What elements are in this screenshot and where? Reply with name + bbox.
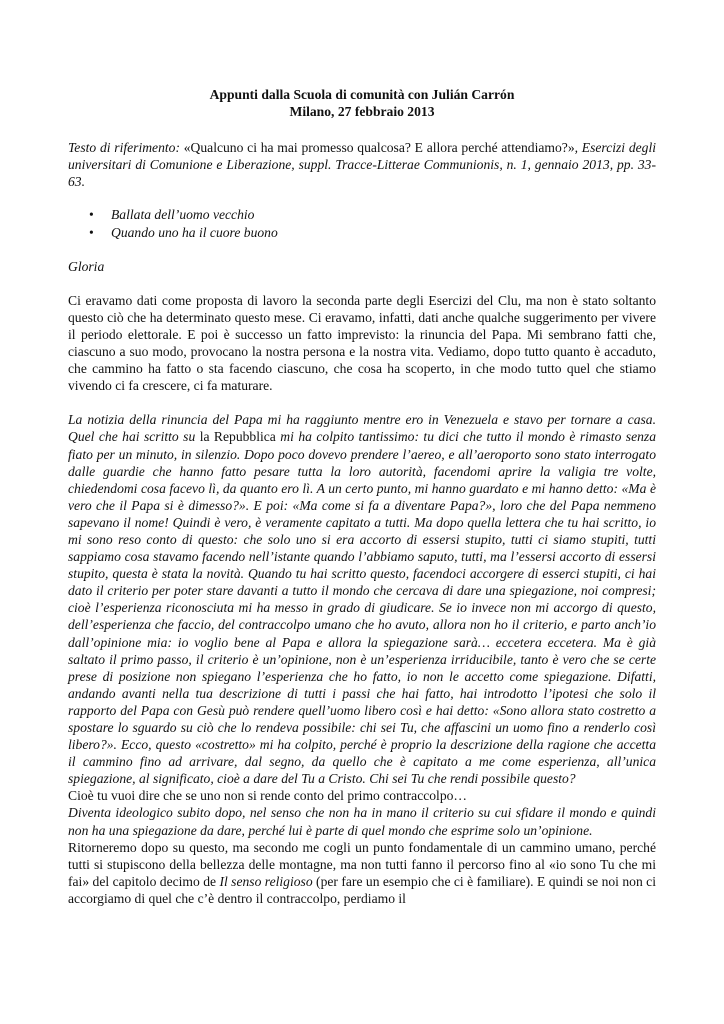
song-item xyxy=(68,206,656,223)
reference-quote: «Qualcuno ci ha mai promesso qualcosa? E allora perché attendiamo?» xyxy=(180,140,575,156)
newspaper-name: la Repubblica xyxy=(199,429,276,445)
reply-paragraph-1: Cioè tu vuoi dire che se uno non si rende conto del primo contraccolpo… xyxy=(68,788,468,804)
reply-part-2: (per fare un esempio che ci è familiare). E quindi se noi non ci accorgiamo di quel che c’è dentro il contraccolpo, perdiamo il xyxy=(68,873,656,906)
gloria-label: Gloria xyxy=(68,258,105,274)
testimony-paragraph-2: Diventa ideologico subito dopo, nel senso che non ha in mano il criterio su cui sfidare il mondo e quindi non ha una spiegazione da dare, perché lui è parte di quel mondo che esprime solo un’opinione. xyxy=(68,805,656,838)
song-title: Quando uno ha il cuore buono xyxy=(111,224,278,240)
song-list xyxy=(68,206,656,240)
intro-paragraph: Ci eravamo dati come proposta di lavoro la seconda parte degli Esercizi del Clu, ma non è stato soltanto questo ciò che ha determinato questo mese. Ci eravamo, infatti, dati anche qualche suggerimento per vivere il periodo elettorale. E poi è successo un fatto imprevisto: la rinuncia del Papa. Mi sembrano fatti che, ciascuno a suo modo, provocano la nostra persona e la nostra vita. Vediamo, dopo tutto quanto è accaduto, che cammino ha fatto o sta facendo ciascuno, che cosa ha scoperto, in che modo tutto quel che stiamo vivendo ci fa crescere, ci fa maturare. xyxy=(68,292,656,394)
book-title: Il senso religioso xyxy=(219,873,313,889)
testimony-part-2: mi ha colpito tantissimo: tu dici che tutto il mondo è rimasto senza fiato per un minuto, in silenzio. Dopo poco dovevo prendere l’aereo, e all’aeroporto sono stato interrogato dalle guardie che hanno fatto pesare tutta la loro autorità, facendomi aprire la valigia tre volte, chiedendomi cosa facevo lì, da quanto ero lì. A un certo punto, mi hanno guardato e mi hanno detto: «Ma è vero che il Papa si è dimesso?». E poi: «Ma come si fa a diventare Papa?», loro che del Papa nemmeno sapevano il nome! Quindi è vero, è veramente capitato a tutti. Ma dopo quella lettera che tu hai scritto, io mi sono reso conto di questo: che solo uno si era accorto di essersi stupito, tutti ci siamo stupiti, tutti sappiamo cosa stavamo facendo nell’istante quando l’abbiamo saputo, tutti, ma l’essersi accorto di essersi stupito, questa è stata la novità. Quando tu hai scritto questo, facendoci accorgere di esserci stupiti, ci hai dato il criterio per poter stare davanti a tutto il mondo che cercava di dare una spiegazione, noi compresi; cioè l’esperienza riconosciuta mi ha messo in grado di giudicare. Se io invece non mi accorgo di questo, dell’esperienza che faccio, del contraccolpo umano che ho avuto, allora non ho il criterio, e parto anch’io dall’opinione mia: io voglio bene al Papa e allora la spiegazione sarà… eccetera eccetera. Ma è già saltato il primo passo, il criterio è un’opinione, non è un’esperienza irriducibile, tanto è vero che se certe prese di posizione non spiegano l’esperienza che ho fatto, io non le accetto come spiegazione. Difatti, andando avanti nella tua descrizione di tutti i passi che hai fatto, hai introdotto l’ipotesi che solo il rapporto del Papa con Gesù può rendere quell’uomo libero così e hai detto: «Sono allora stato costretto a spostare lo sguardo su ciò che lo rendeva possibile: chi sei Tu, che affascini un uomo fino a renderlo così libero?». Ecco, questo «costretto» mi ha colpito, perché è proprio la descrizione della ragione che accetta il cammino fino ad arrivare, dal segno, da quello che è capitato a me come esperienza, all’unica spiegazione, al significato, cioè a dare del Tu a Cristo. Chi sei Tu che rendi possibile questo? xyxy=(68,429,657,787)
testimony-part-1: La notizia della rinuncia del Papa mi ha raggiunto mentre ero in Venezuela e stavo per tornare a casa. Quel che hai scritto su xyxy=(68,412,656,445)
reference-label: Testo di riferimento: xyxy=(68,140,180,156)
song-item xyxy=(68,224,656,241)
testimony-paragraph xyxy=(68,411,656,787)
song-title: Ballata dell’uomo vecchio xyxy=(111,207,255,223)
document-page xyxy=(68,86,656,907)
title-line-2: Milano, 27 febbraio 2013 xyxy=(289,104,435,120)
document-title xyxy=(68,86,656,120)
reply-part-1: Ritorneremo dopo su questo, ma secondo me cogli un punto fondamentale di un cammino umano, perché tutti si stupiscono della bellezza delle montagne, ma non tutti fanno il percorso fino al «io sono Tu che mi fai» del capitolo decimo de xyxy=(68,839,656,889)
bullet-icon: • xyxy=(89,224,94,240)
reply-paragraph-2 xyxy=(68,839,656,907)
reference-source: , Esercizi degli universitari di Comunione e Liberazione, suppl. Tracce-Litterae Communionis, n. 1, gennaio 2013, pp. 33-63. xyxy=(68,140,657,190)
title-line-1: Appunti dalla Scuola di comunità con Julián Carrón xyxy=(209,87,515,102)
reference-text xyxy=(68,139,656,190)
bullet-icon: • xyxy=(89,207,94,223)
